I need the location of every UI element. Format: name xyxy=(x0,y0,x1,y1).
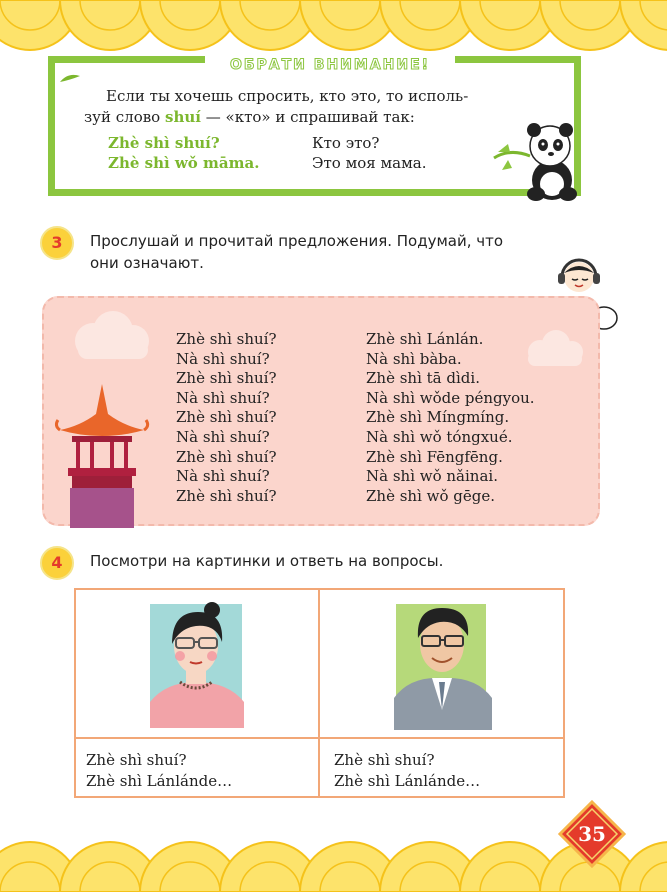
question-line: Nà shì shuí? xyxy=(176,388,270,407)
example-pinyin-1: Zhè shì shuí? xyxy=(108,134,220,152)
cell-2-line1: Zhè shì shuí? xyxy=(334,751,435,769)
exercise-3-instruction-line2: они означают. xyxy=(90,254,204,272)
example-russian-2: Это моя мама. xyxy=(312,154,427,172)
answer-line: Nà shì bàba. xyxy=(366,349,462,368)
attention-line1: Если ты хочешь спросить, кто это, то исполь- xyxy=(106,87,469,105)
answer-line: Zhè shì tā dìdi. xyxy=(366,369,480,388)
answer-line: Zhè shì wǒ gēge. xyxy=(366,486,496,505)
exercise-4-number: 4 xyxy=(40,546,74,580)
cell-1-caption xyxy=(86,750,232,792)
question-line: Zhè shì shuí? xyxy=(176,447,277,466)
exercise-3-instruction-line1: Прослушай и прочитай предложения. Подумай, что xyxy=(90,232,504,250)
question-line: Nà shì shuí? xyxy=(176,427,270,446)
example-russian-1: Кто это? xyxy=(312,134,380,152)
cell-1-line1: Zhè shì shuí? xyxy=(86,751,187,769)
cloud-icon xyxy=(68,306,158,366)
top-scallop-border xyxy=(0,0,667,62)
question-line: Zhè shì shuí? xyxy=(176,369,277,388)
woman-portrait-icon xyxy=(146,598,248,728)
answer-line: Zhè shì Míngmíng. xyxy=(366,408,510,427)
answer-line: Nà shì wǒde péngyou. xyxy=(366,388,535,407)
question-line: Nà shì shuí? xyxy=(176,467,270,486)
question-line: Zhè shì shuí? xyxy=(176,486,277,505)
question-line: Nà shì shuí? xyxy=(176,349,270,368)
answers-column xyxy=(366,330,535,506)
answer-line: Zhè shì Lánlán. xyxy=(366,330,484,348)
cell-1-line2: Zhè shì Lánlánde… xyxy=(86,772,233,790)
exercise-4-instruction: Посмотри на картинки и ответь на вопросы. xyxy=(90,552,444,570)
attention-keyword: shuí xyxy=(165,108,201,126)
question-line: Zhè shì shuí? xyxy=(176,330,277,348)
attention-line2-pre: зуй слово xyxy=(84,108,161,126)
pagoda-icon xyxy=(54,384,150,528)
example-pinyin-2: Zhè shì wǒ māma. xyxy=(108,154,260,172)
answer-line: Nà shì wǒ nǎinai. xyxy=(366,467,498,486)
cell-2-caption xyxy=(334,750,480,792)
table-divider-vertical xyxy=(318,588,320,798)
exercise-3-number: 3 xyxy=(40,226,74,260)
answer-line: Zhè shì Fēngfēng. xyxy=(366,447,503,466)
headphones-kid-icon xyxy=(554,255,604,293)
panda-icon xyxy=(490,118,580,204)
questions-column xyxy=(176,330,277,506)
table-divider-horizontal xyxy=(74,737,565,739)
man-portrait-icon xyxy=(392,598,496,730)
bamboo-leaf-icon xyxy=(58,72,82,86)
attention-line2-post: — «кто» и спрашивай так: xyxy=(205,108,415,126)
attention-title: ОБРАТИ ВНИМАНИЕ! xyxy=(205,55,455,75)
page-number: 35 xyxy=(578,822,606,846)
question-line: Zhè shì shuí? xyxy=(176,408,277,427)
cell-2-line2: Zhè shì Lánlánde… xyxy=(334,772,481,790)
exercise-3-instruction xyxy=(90,230,570,274)
answer-line: Nà shì wǒ tóngxué. xyxy=(366,427,513,446)
